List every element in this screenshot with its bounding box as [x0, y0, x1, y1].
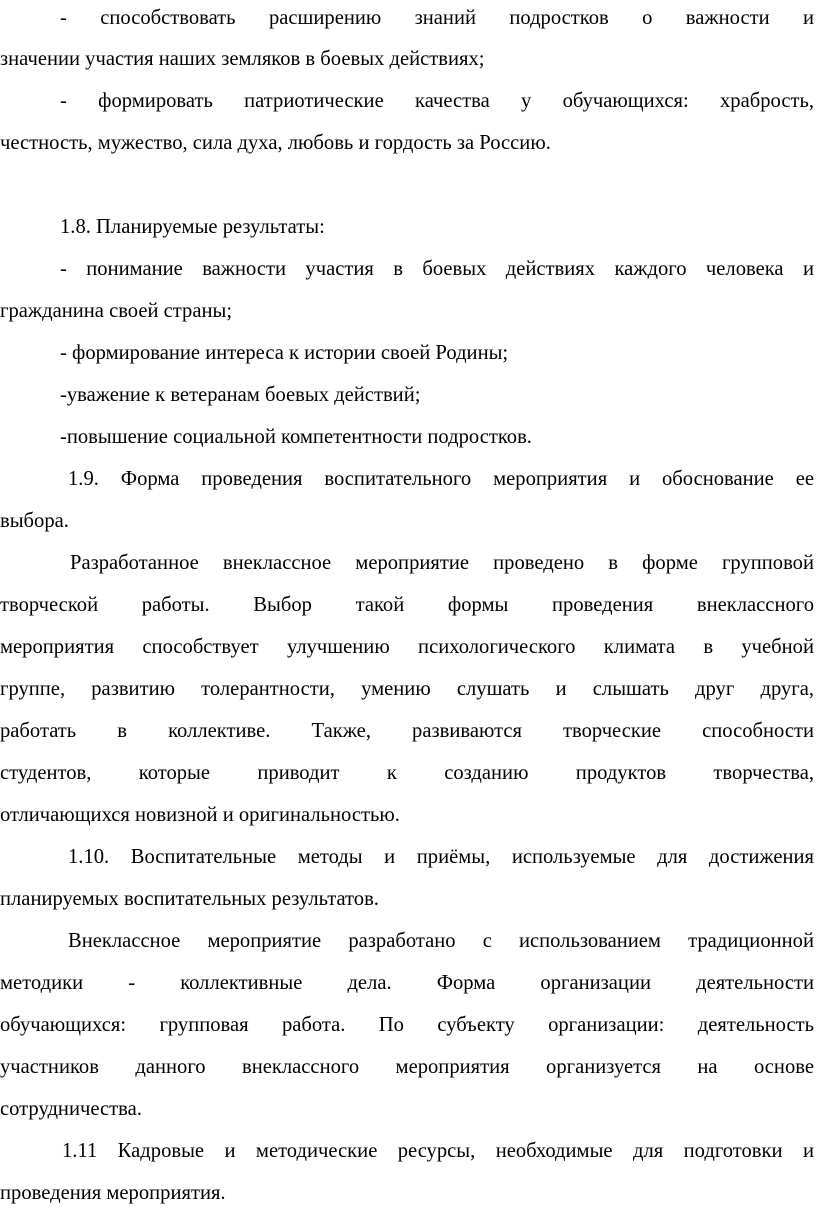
- paragraph-line: группе, развитию толерантности, умению слушать и слышать друг друга,: [0, 678, 814, 700]
- paragraph-line: участников данного внеклассного мероприятия организуется на основе: [0, 1056, 814, 1078]
- goal-item-line: честность, мужество, сила духа, любовь и гордость за Россию.: [0, 132, 551, 154]
- goal-item-line: значении участия наших земляков в боевых действиях;: [0, 48, 485, 70]
- paragraph-line: мероприятия способствует улучшению психологического климата в учебной: [0, 636, 814, 658]
- paragraph-line: Внеклассное мероприятие разработано с использованием традиционной: [68, 930, 814, 952]
- paragraph-line: обучающихся: групповая работа. По субъекту организации: деятельность: [0, 1014, 814, 1036]
- paragraph-line: Разработанное внеклассное мероприятие проведено в форме групповой: [70, 552, 814, 574]
- section-1-11-heading: проведения мероприятия.: [0, 1182, 226, 1204]
- paragraph-line: методики - коллективные дела. Форма организации деятельности: [0, 972, 814, 994]
- paragraph-line: студентов, которые приводит к созданию продуктов творчества,: [0, 762, 814, 784]
- result-item-line: - формирование интереса к истории своей Родины;: [60, 342, 509, 364]
- paragraph-line: отличающихся новизной и оригинальностью.: [0, 804, 400, 826]
- result-item-line: - понимание важности участия в боевых действиях каждого человека и: [60, 258, 814, 280]
- section-1-8-heading: 1.8. Планируемые результаты:: [60, 216, 325, 238]
- section-1-10-heading: планируемых воспитательных результатов.: [0, 888, 379, 910]
- paragraph-line: работать в коллективе. Также, развиваются творческие способности: [0, 720, 814, 742]
- section-1-9-heading: 1.9. Форма проведения воспитательного мероприятия и обоснование ее: [68, 468, 814, 490]
- section-1-10-heading: 1.10. Воспитательные методы и приёмы, используемые для достижения: [68, 846, 814, 868]
- goal-item-line: - способствовать расширению знаний подростков о важности и: [60, 7, 814, 29]
- result-item-line: -уважение к ветеранам боевых действий;: [60, 384, 421, 406]
- section-1-11-heading: 1.11 Кадровые и методические ресурсы, необходимые для подготовки и: [62, 1140, 814, 1162]
- paragraph-line: сотрудничества.: [0, 1098, 142, 1120]
- goal-item-line: - формировать патриотические качества у обучающихся: храбрость,: [60, 90, 814, 112]
- section-1-9-heading: выбора.: [0, 510, 69, 532]
- result-item-line: гражданина своей страны;: [0, 300, 233, 322]
- paragraph-line: творческой работы. Выбор такой формы проведения внеклассного: [0, 594, 814, 616]
- result-item-line: -повышение социальной компетентности подростков.: [60, 426, 532, 448]
